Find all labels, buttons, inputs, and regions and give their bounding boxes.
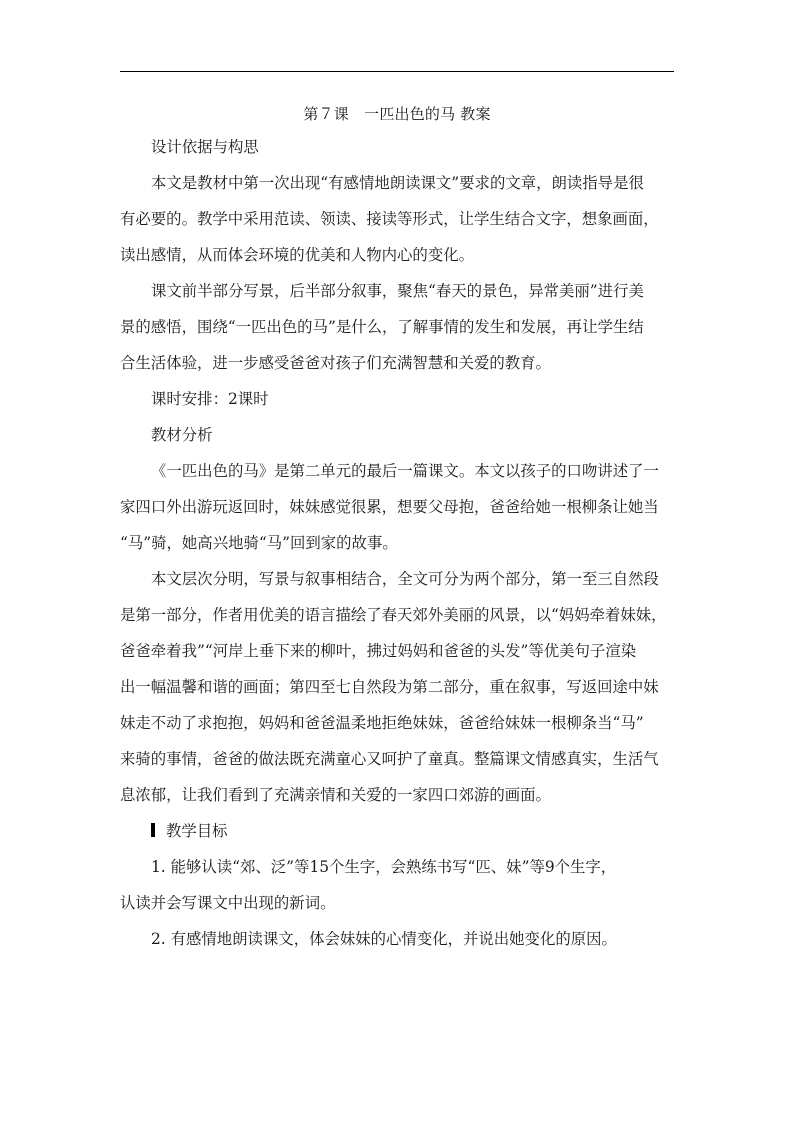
paragraph-line: 景的感悟，围绕“一匹出色的马”是什么，了解事情的发生和发展，再让学生结	[120, 318, 644, 336]
document-body	[120, 104, 674, 965]
design-heading: 设计依据与构思	[151, 138, 259, 156]
goals-heading	[120, 821, 674, 841]
paragraph-line: 来骑的事情，爸爸的做法既充满童心又呵护了童真。整篇课文情感真实，生活气	[120, 750, 659, 768]
analysis-paragraph-1	[120, 461, 674, 553]
schedule-line: 课时安排：2课时	[151, 390, 269, 408]
analysis-paragraph-2	[120, 569, 674, 805]
paragraph-line: 本文是教材中第一次出现“有感情地朗读课文”要求的文章，朗读指导是很	[151, 174, 644, 192]
document-title: 第７课 一匹出色的马 教案	[303, 105, 491, 123]
goal-item-1	[120, 857, 674, 913]
design-paragraph-1	[120, 173, 674, 265]
goal-item-2: 2. 有感情地朗读课文，体会妹妹的心情变化，并说出她变化的原因。	[151, 930, 617, 948]
paragraph-line: 有必要的。教学中采用范读、领读、接读等形式，让学生结合文字，想象画面，	[120, 210, 659, 228]
paragraph-line: 认读并会写课文中出现的新词。	[120, 894, 336, 912]
paragraph-line: “马”骑，她高兴地骑“马”回到家的故事。	[120, 534, 398, 552]
paragraph-line: 课文前半部分写景，后半部分叙事，聚焦“春天的景色，异常美丽”进行美	[151, 282, 644, 300]
paragraph-line: 家四口外出游玩返回时，妹妹感觉很累，想要父母抱，爸爸给她一根柳条让她当	[120, 498, 659, 516]
design-paragraph-2	[120, 281, 674, 373]
analysis-heading: 教材分析	[151, 426, 213, 444]
paragraph-line: 合生活体验，进一步感受爸爸对孩子们充满智慧和关爱的教育。	[120, 354, 551, 372]
paragraph-line: 读出感情，从而体会环境的优美和人物内心的变化。	[120, 246, 474, 264]
paragraph-line: 《一匹出色的马》是第二单元的最后一篇课文。本文以孩子的口吻讲述了一	[151, 462, 659, 480]
header-rule	[120, 71, 674, 72]
paragraph-line: 本文层次分明，写景与叙事相结合，全文可分为两个部分，第一至三自然段	[151, 570, 659, 588]
paragraph-line: 息浓郁，让我们看到了充满亲情和关爱的一家四口郊游的画面。	[120, 786, 551, 804]
paragraph-line: 出一幅温馨和谐的画面；第四至七自然段为第二部分，重在叙事，写返回途中妹	[120, 678, 659, 696]
paragraph-line: 1. 能够认读“郊、泛”等15个生字，会熟练书写“匹、妹”等9个生字，	[151, 858, 617, 876]
section-bar-icon	[151, 823, 155, 837]
goals-heading-text: 教学目标	[166, 822, 228, 840]
paragraph-line: 是第一部分，作者用优美的语言描绘了春天郊外美丽的风景，以“妈妈牵着妹妹，	[120, 606, 667, 624]
paragraph-line: 爸爸牵着我”“河岸上垂下来的柳叶，拂过妈妈和爸爸的头发”等优美句子渲染	[120, 642, 637, 660]
paragraph-line: 妹走不动了求抱抱，妈妈和爸爸温柔地拒绝妹妹，爸爸给妹妹一根柳条当“马”	[120, 714, 644, 732]
